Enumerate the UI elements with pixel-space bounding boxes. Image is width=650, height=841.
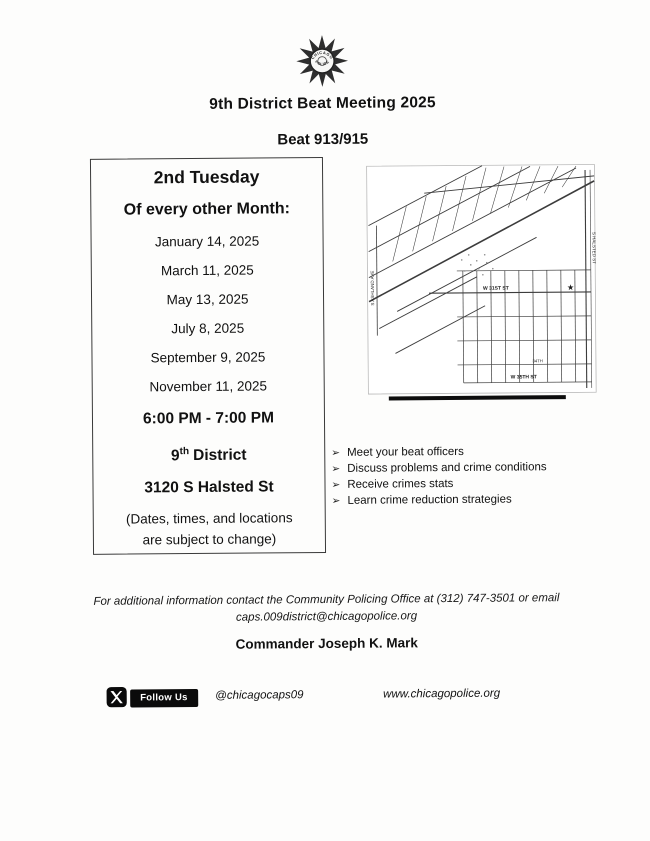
contact-line-1: For additional information contact the Community Policing Office at (312) 747-3501 or email bbox=[93, 592, 560, 608]
map-label-ashland: S ASHLAND AVE bbox=[369, 270, 376, 306]
district-map-svg bbox=[366, 164, 597, 395]
arrow-bullet-icon: ➢ bbox=[331, 494, 341, 507]
arrow-bullet-icon: ➢ bbox=[331, 478, 341, 491]
map-underline bbox=[389, 395, 566, 400]
district-name bbox=[93, 441, 324, 467]
contact-info bbox=[1, 589, 650, 628]
map-label-35th-st: W 35TH ST bbox=[510, 374, 537, 381]
schedule-note bbox=[94, 508, 325, 551]
meeting-benefits-list bbox=[331, 444, 631, 510]
website-url: www.chicagopolice.org bbox=[383, 687, 501, 701]
arrow-bullet-icon: ➢ bbox=[331, 446, 341, 459]
district-word: District bbox=[193, 446, 247, 465]
list-item-text: Learn crime reduction strategies bbox=[347, 493, 512, 507]
meeting-date: May 13, 2025 bbox=[166, 291, 249, 308]
beat-subtitle: Beat 913/915 bbox=[277, 130, 369, 149]
map-label-31st-st: W 31ST ST bbox=[482, 285, 509, 292]
list-item-text: Discuss problems and crime conditions bbox=[347, 461, 547, 475]
list-item-text: Receive crimes stats bbox=[347, 477, 454, 491]
meeting-date: January 14, 2025 bbox=[154, 233, 260, 250]
district-ordinal: th bbox=[179, 446, 190, 458]
schedule-heading-2: Of every other Month: bbox=[123, 200, 291, 219]
schedule-note-line2: are subject to change) bbox=[142, 531, 277, 548]
badge-text-top: CHICAGO bbox=[309, 49, 335, 61]
list-item-text: Meet your beat officers bbox=[347, 445, 464, 459]
police-star-icon bbox=[291, 33, 353, 89]
schedule-heading-1: 2nd Tuesday bbox=[153, 166, 260, 188]
contact-email: caps.009district@chicagopolice.org bbox=[235, 610, 418, 624]
map-label-34th: 34TH bbox=[532, 358, 543, 364]
map-star-marker-icon: ★ bbox=[566, 283, 575, 293]
map-label-halsted: S HALSTED ST bbox=[591, 231, 597, 264]
meeting-address: 3120 S Halsted St bbox=[144, 478, 274, 497]
district-number: 9 bbox=[170, 447, 180, 465]
schedule-box bbox=[90, 157, 326, 555]
chicago-police-badge-icon bbox=[291, 33, 353, 89]
schedule-note-line1: (Dates, times, and locations bbox=[125, 510, 293, 527]
twitter-handle: @chicagocaps09 bbox=[215, 689, 304, 702]
commander-name: Commander Joseph K. Mark bbox=[235, 635, 418, 652]
meeting-date: September 9, 2025 bbox=[150, 349, 266, 366]
follow-us-badge: Follow Us bbox=[130, 689, 198, 708]
meeting-date: July 8, 2025 bbox=[171, 320, 245, 337]
page-title: 9th District Beat Meeting 2025 bbox=[209, 94, 436, 113]
list-item bbox=[332, 492, 632, 510]
x-twitter-icon bbox=[106, 687, 127, 708]
arrow-bullet-icon: ➢ bbox=[331, 462, 341, 475]
badge-text-bottom: POLICE bbox=[314, 59, 331, 67]
meeting-date: November 11, 2025 bbox=[149, 378, 268, 395]
meeting-date: March 11, 2025 bbox=[160, 262, 254, 279]
district-map bbox=[366, 164, 597, 395]
meeting-time: 6:00 PM - 7:00 PM bbox=[142, 409, 275, 428]
